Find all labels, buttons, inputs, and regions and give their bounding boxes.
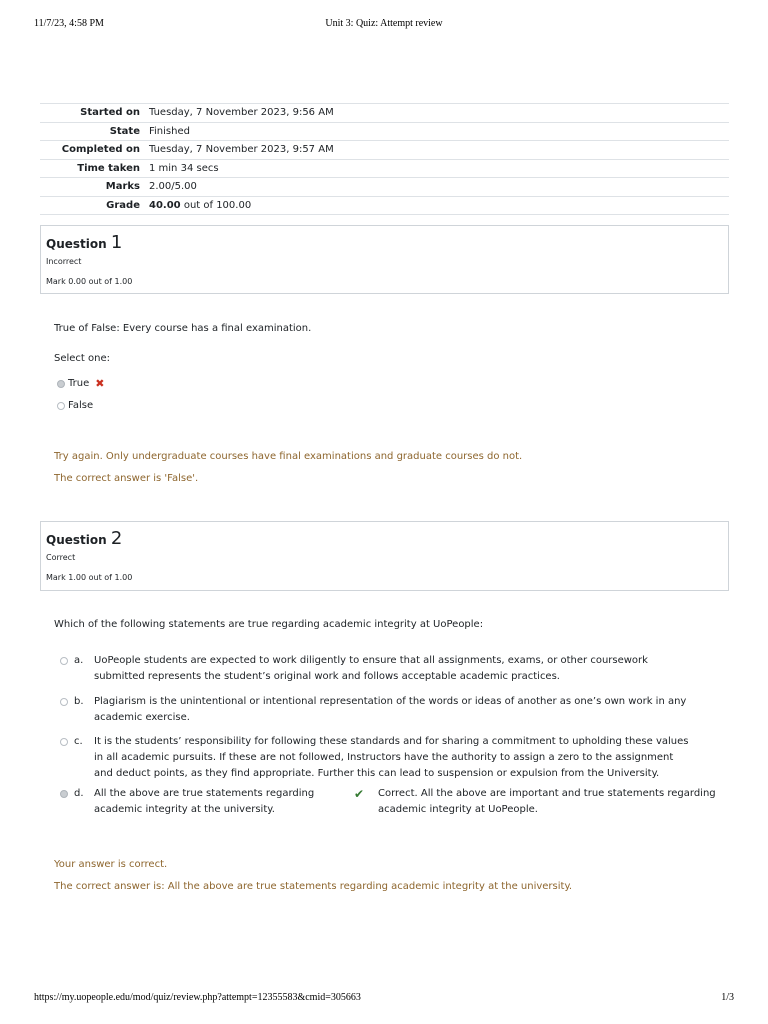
option-text: Plagiarism is the unintentional or intentional representation of the words or ideas of another as one’s own work in any academic exercise.	[94, 696, 687, 723]
general-feedback: Your answer is correct.	[54, 859, 168, 870]
question-2-number	[46, 528, 122, 549]
summary-value: Tuesday, 7 November 2023, 9:57 AM	[149, 144, 334, 155]
question-number: 1	[110, 232, 123, 253]
summary-row	[40, 122, 729, 141]
question-2-info	[40, 521, 729, 591]
general-feedback: Try again. Only undergraduate courses have final examinations and graduate courses do not.	[54, 451, 523, 462]
radio-button[interactable]	[57, 402, 65, 410]
summary-value	[149, 196, 729, 215]
summary-label: Completed on	[61, 144, 140, 155]
select-one-prompt: Select one:	[54, 353, 111, 364]
answer-option-false[interactable]	[57, 400, 93, 411]
summary-row	[40, 196, 729, 215]
summary-label: Time taken	[77, 162, 140, 174]
question-1-text: True of False: Every course has a final examination.	[54, 323, 312, 334]
question-label: Question	[46, 533, 107, 547]
summary-row	[40, 104, 729, 123]
summary-value: Finished	[149, 125, 190, 137]
print-footer	[34, 992, 734, 1006]
summary-row	[40, 159, 729, 178]
answer-option-d[interactable]	[60, 786, 716, 818]
print-date: 11/7/23, 4:58 PM	[34, 18, 104, 29]
specific-feedback: Correct. All the above are important and true statements regarding academic integrity at UoPeople.	[378, 788, 716, 815]
grade-total: out of 100.00	[180, 199, 252, 211]
grade-value: 40.00	[149, 199, 181, 211]
question-2-grade: Mark 1.00 out of 1.00	[46, 573, 133, 582]
question-2-state: Correct	[46, 553, 76, 562]
answer-option-true[interactable]	[57, 377, 104, 390]
question-2-text: Which of the following statements are true regarding academic integrity at UoPeople:	[54, 619, 484, 630]
answer-option-b[interactable]	[60, 694, 700, 726]
question-number: 2	[110, 528, 123, 549]
option-letter: a.	[74, 655, 84, 666]
right-answer: The correct answer is: All the above are true statements regarding academic integrity at the university.	[54, 881, 573, 892]
question-1-state: Incorrect	[46, 257, 82, 266]
radio-button[interactable]	[60, 790, 68, 798]
attempt-summary-table	[40, 103, 729, 215]
question-1-info	[40, 225, 729, 294]
answer-option-c[interactable]	[60, 734, 700, 782]
option-letter: d.	[74, 788, 84, 799]
answer-option-a[interactable]	[60, 653, 700, 685]
option-text: UoPeople students are expected to work diligently to ensure that all assignments, exams, or other coursework submitted represents the student’s original work and follows acceptable academic practices.	[94, 655, 648, 682]
summary-value: 2.00/5.00	[149, 181, 197, 192]
print-title: Unit 3: Quiz: Attempt review	[325, 18, 443, 29]
print-url: https://my.uopeople.edu/mod/quiz/review.php?attempt=12355583&cmid=305663	[34, 992, 361, 1003]
question-label: Question	[46, 237, 107, 251]
summary-row	[40, 178, 729, 197]
radio-button[interactable]	[60, 657, 68, 665]
option-label: True	[68, 378, 90, 389]
option-label: False	[68, 400, 94, 411]
radio-button[interactable]	[60, 738, 68, 746]
summary-label: Started on	[80, 107, 140, 118]
summary-row	[40, 141, 729, 160]
summary-value: Tuesday, 7 November 2023, 9:56 AM	[149, 107, 334, 118]
question-1-number	[46, 232, 122, 253]
correct-check-icon: ✔	[354, 787, 365, 801]
right-answer: The correct answer is 'False'.	[54, 473, 199, 484]
option-text: All the above are true statements regarding academic integrity at the university.	[94, 788, 315, 815]
question-1-grade: Mark 0.00 out of 1.00	[46, 277, 133, 286]
summary-label: Grade	[106, 199, 140, 211]
print-header	[34, 18, 734, 32]
radio-button[interactable]	[57, 380, 65, 388]
option-letter: c.	[74, 736, 83, 747]
incorrect-x-icon: ✖	[95, 377, 105, 390]
summary-label: Marks	[105, 181, 140, 192]
summary-label: State	[109, 125, 140, 137]
option-letter: b.	[74, 696, 84, 707]
radio-button[interactable]	[60, 698, 68, 706]
summary-value: 1 min 34 secs	[149, 162, 219, 174]
option-text: It is the students’ responsibility for following these standards and for sharing a commitment to upholding these values in all academic pursuits. If these are not followed, Instructors have the authority to assign a zero to the assignment and deduct points, as they find appropriate. Further this can lead to suspension or expulsion from the University.	[94, 736, 689, 779]
page-number: 1/3	[721, 992, 734, 1003]
